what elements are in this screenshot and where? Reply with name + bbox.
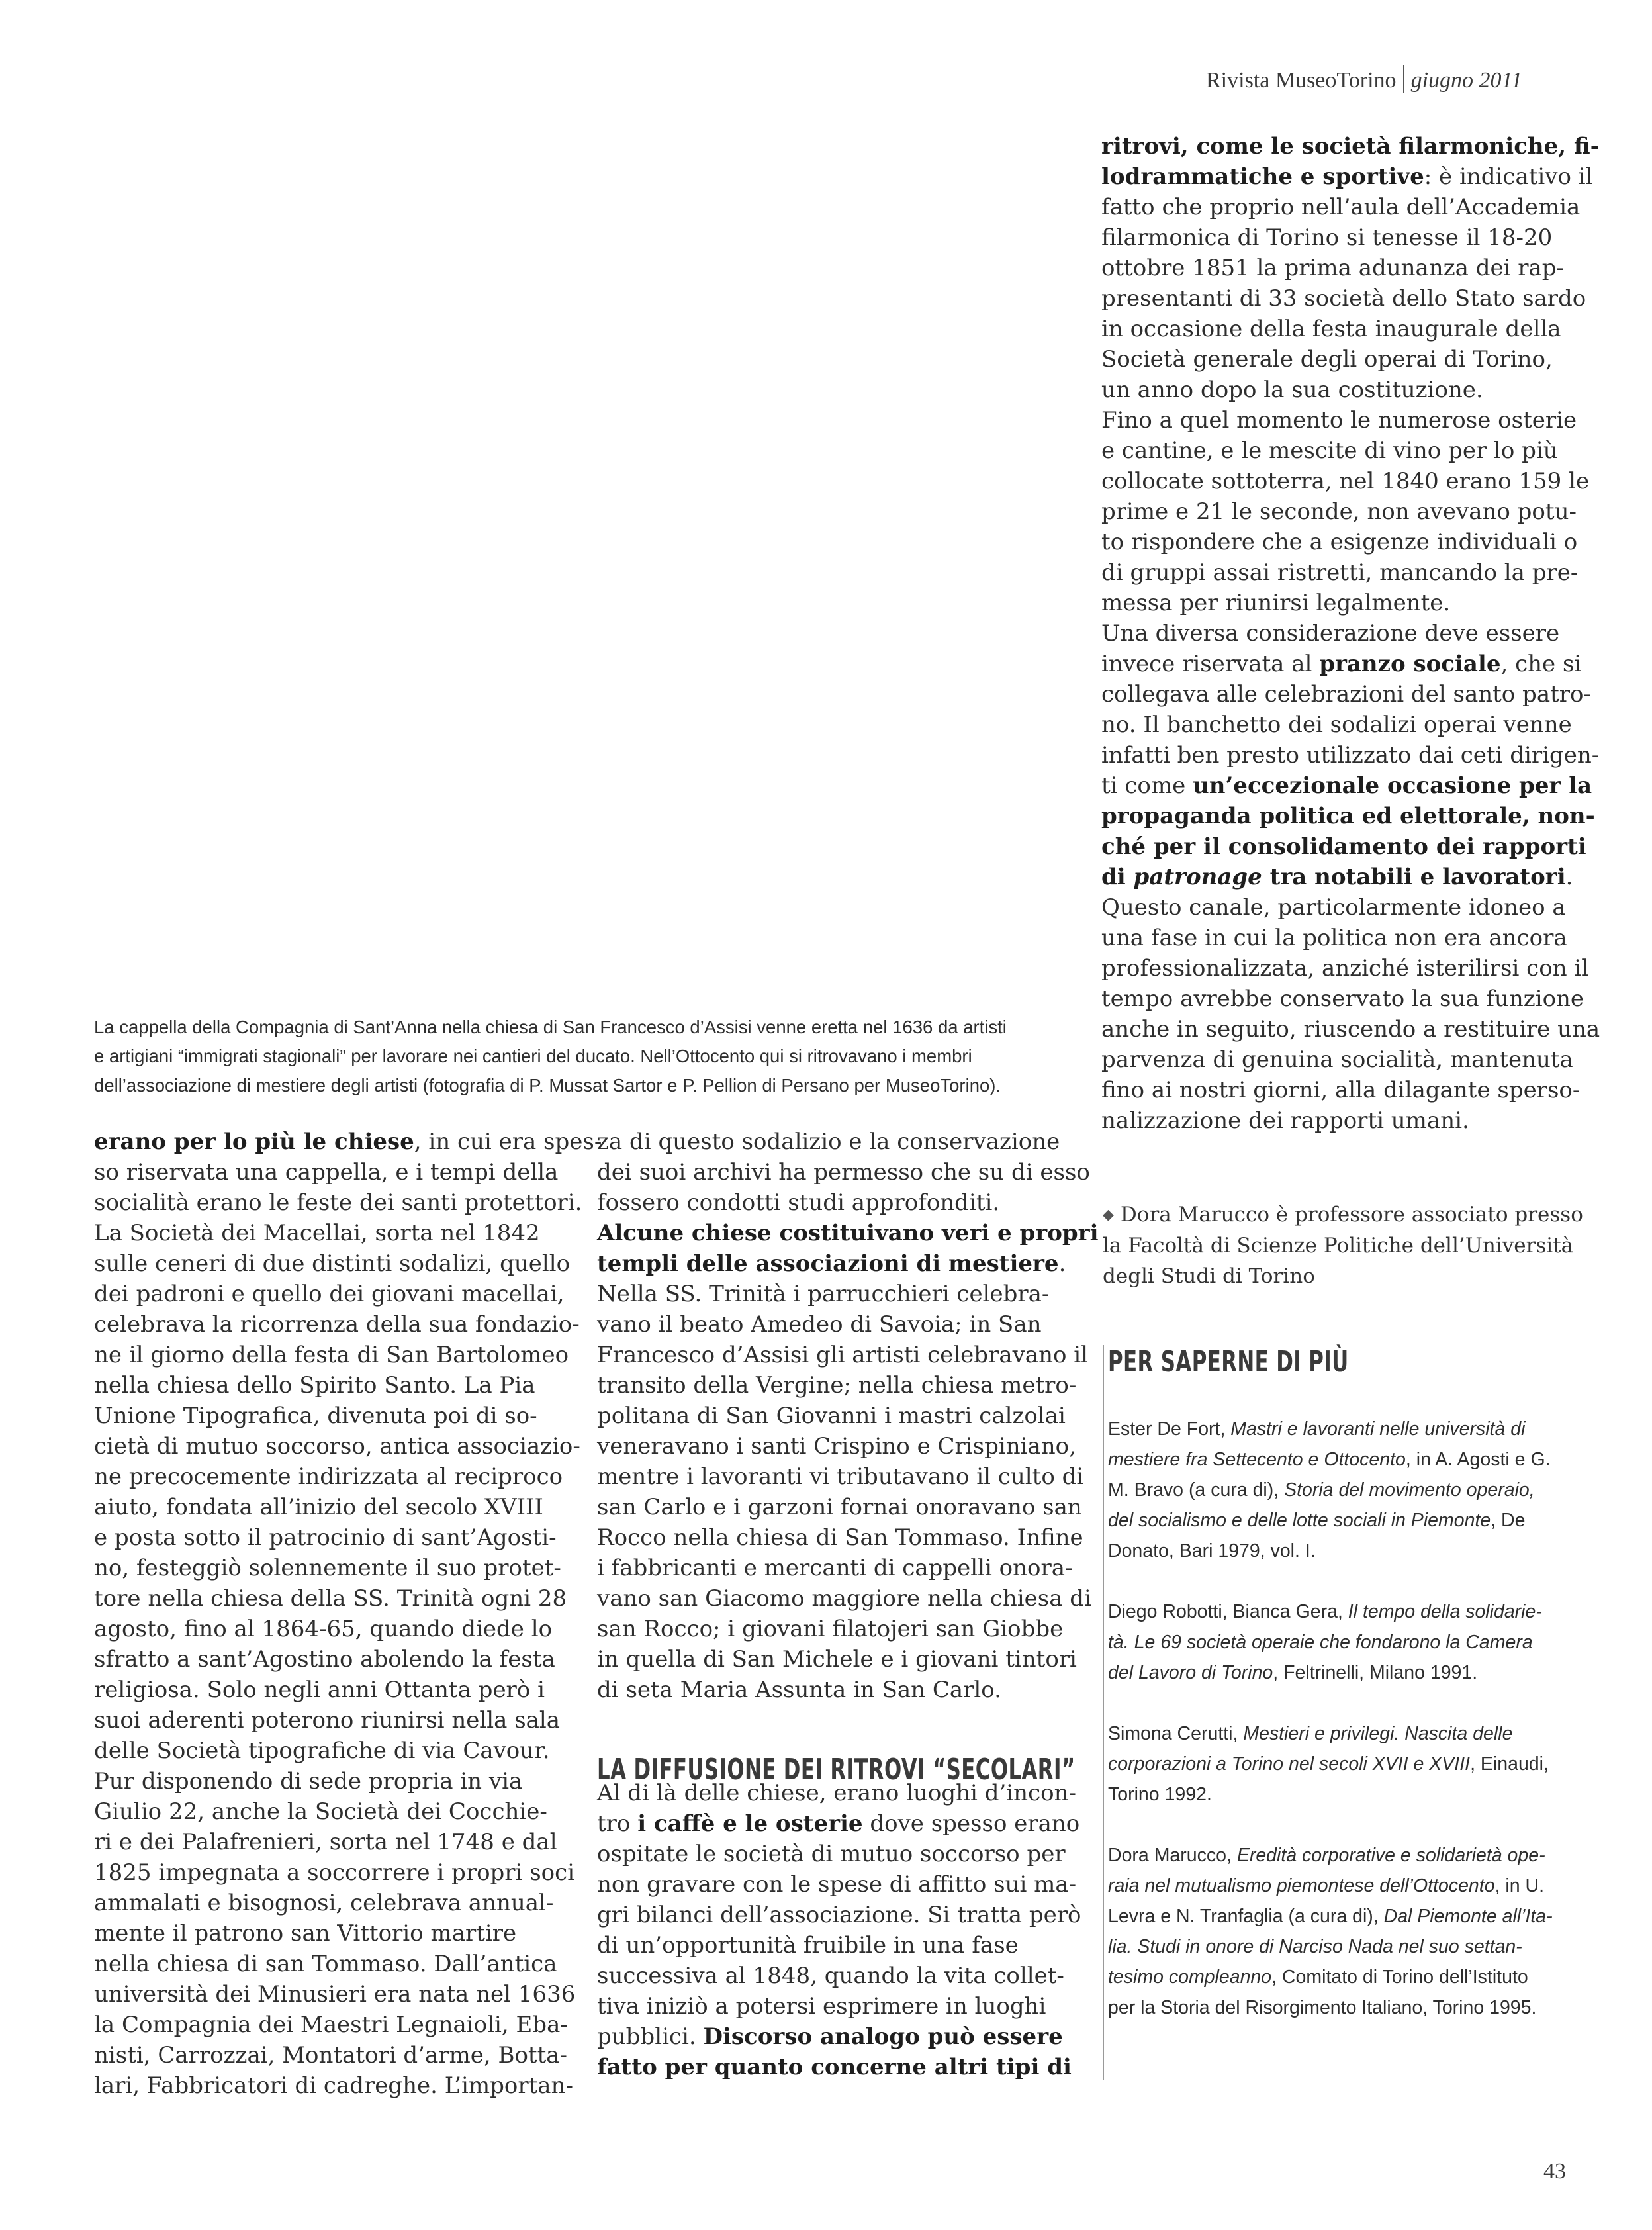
text-run: , che si: [1500, 651, 1582, 677]
magazine-name: Rivista MuseoTorino: [1206, 68, 1397, 93]
text-run: Dora Marucco è professore associato presso: [1120, 1203, 1583, 1227]
body-line: vano san Giacomo maggiore nella chiesa di: [597, 1585, 1091, 1612]
bio-line: degli Studi di Torino: [1103, 1264, 1315, 1288]
column-2-lines-d: [597, 1839, 1081, 2021]
bold-text: ritrovi, come le società filarmoniche, fi-: [1101, 133, 1600, 160]
body-line: in occasione della festa inaugurale della: [1101, 316, 1561, 342]
body-line: transito della Vergine; nella chiesa metro-: [597, 1372, 1077, 1399]
body-line: ne precocemente indirizzata al reciproco: [94, 1463, 563, 1490]
sidebar-rule: [1103, 1345, 1104, 2080]
reference-line: [1108, 1505, 1571, 1536]
text-run: Ester De Fort,: [1108, 1418, 1231, 1440]
body-line: fossero condotti studi approfonditi.: [597, 1189, 1000, 1216]
text-run: , in cui era spes-: [414, 1129, 602, 1155]
text-run: .: [1565, 864, 1573, 890]
column-3-lines-c: [1101, 892, 1600, 1136]
header-separator: [1403, 65, 1404, 93]
bold-text: i caffè e le osterie: [637, 1810, 863, 1837]
author-bio: [1103, 1199, 1583, 1291]
body-line: Società generale degli operai di Torino,: [1101, 346, 1553, 373]
reference-line: [1108, 1475, 1571, 1505]
body-column-3: [1101, 131, 1600, 1136]
reference-entry: [1108, 1597, 1571, 1688]
bold-text: templi delle associazioni di mestiere: [597, 1250, 1059, 1277]
column-3-lines-b: [1101, 679, 1600, 770]
bold-text: un’eccezionale occasione per la: [1193, 772, 1592, 799]
text-run: , in A. Agosti e G.: [1405, 1449, 1551, 1470]
italic-bold-text: patronage: [1133, 864, 1262, 890]
body-line: presentanti di 33 società dello Stato sardo: [1101, 285, 1586, 312]
body-line: ottobre 1851 la prima adunanza dei rap-: [1101, 255, 1565, 281]
body-line: to rispondere che a esigenze individuali o: [1101, 529, 1578, 555]
body-line: [597, 2021, 1074, 2052]
text-run: pubblici.: [597, 2023, 704, 2050]
reference-entry: [1108, 1840, 1571, 2023]
body-line: [597, 1218, 1099, 1248]
text-run: M. Bravo (a cura di),: [1108, 1479, 1285, 1501]
body-line: anche in seguito, riuscendo a restituire una: [1101, 1016, 1600, 1043]
text-run: tro: [597, 1810, 638, 1837]
body-line: ospitate le società di mutuo soccorso per: [597, 1841, 1066, 1867]
body-line: [1101, 831, 1586, 862]
body-line: la Compagnia dei Maestri Legnaioli, Eba-: [94, 2012, 568, 2038]
photo-area: [94, 113, 1072, 993]
italic-title: Storia del movimento operaio,: [1284, 1479, 1535, 1501]
body-line: successiva al 1848, quando la vita collet-: [597, 1963, 1064, 1989]
body-line: politana di San Giovanni i mastri calzolai: [597, 1403, 1066, 1429]
text-run: Dora Marucco,: [1108, 1845, 1237, 1866]
body-line: non gravare con le spese di affitto sui ma-: [597, 1871, 1077, 1898]
body-line: ri e dei Palafrenieri, sorta nel 1748 e dal: [94, 1829, 557, 1855]
body-line: in quella di San Michele e i giovani tintori: [597, 1646, 1077, 1673]
body-column-1: [94, 1127, 602, 2101]
text-run: invece riservata al: [1101, 651, 1320, 677]
body-line: [1101, 862, 1578, 892]
italic-title: mestiere fra Settecento e Ottocento: [1108, 1449, 1406, 1470]
body-line: ne il giorno della festa di San Bartolomeo: [94, 1342, 569, 1368]
diamond-bullet-icon: ◆: [1103, 1207, 1114, 1223]
body-line: Al di là delle chiese, erano luoghi d’incon-: [597, 1780, 1076, 1806]
reference-line: [1108, 1901, 1571, 1931]
body-line: Francesco d’Assisi gli artisti celebravano il: [597, 1342, 1088, 1368]
reference-line: [1108, 1779, 1571, 1810]
body-line: cietà di mutuo soccorso, antica associazio-: [94, 1433, 580, 1460]
text-run: Levra e N. Tranfaglia (a cura di),: [1108, 1906, 1384, 1927]
body-line: gri bilanci dell’associazione. Si tratta però: [597, 1902, 1081, 1928]
reference-entry: [1108, 1414, 1571, 1566]
text-run: , Einaudi,: [1470, 1753, 1549, 1775]
body-line: Una diversa considerazione deve essere: [1101, 620, 1560, 647]
italic-title: tà. Le 69 società operaie che fondarono la Camera: [1108, 1632, 1533, 1653]
bold-text: pranzo sociale: [1319, 651, 1501, 677]
bio-line: la Facoltà di Scienze Politiche dell’Università: [1103, 1234, 1574, 1258]
body-line: fatto che proprio nell’aula dell’Accademia: [1101, 194, 1581, 220]
body-line: collocate sottoterra, nel 1840 erano 159 le: [1101, 468, 1590, 494]
running-header: [1206, 65, 1522, 93]
text-run: , in U.: [1494, 1875, 1544, 1896]
body-line: [1101, 801, 1595, 831]
body-line: veneravano i santi Crispino e Crispiniano,: [597, 1433, 1076, 1460]
italic-title: del socialismo e delle lotte sociali in Piemonte: [1108, 1510, 1491, 1531]
caption-line: e artigiani “immigrati stagionali” per lavorare nei cantieri del ducato. Nell’Ottocento qui si ritrovavano i membri: [94, 1046, 972, 1066]
body-line: sfratto a sant’Agostino abolendo la festa: [94, 1646, 555, 1673]
italic-title: Mastri e lavoranti nelle università di: [1230, 1418, 1526, 1440]
reference-line: [1108, 1962, 1571, 1992]
bold-text: fatto per quanto concerne altri tipi di: [597, 2054, 1072, 2080]
body-line: vano il beato Amedeo di Savoia; in San: [597, 1311, 1042, 1338]
body-column-2: [597, 1127, 1099, 2082]
body-line: parvenza di genuina socialità, mantenuta: [1101, 1046, 1573, 1073]
caption-line: dell’associazione di mestiere degli artisti (fotografia di P. Mussat Sartor e P. Pellion di Persano per MuseoTorino).: [94, 1075, 1001, 1095]
reference-line: [1108, 1871, 1571, 1901]
text-run: dove spesso erano: [862, 1810, 1080, 1837]
body-line: za di questo sodalizio e la conservazione: [597, 1129, 1060, 1155]
bold-text: tra notabili e lavoratori: [1262, 864, 1566, 890]
section-heading: LA DIFFUSIONE DEI RITROVI “SECOLARI”: [597, 1753, 1076, 1787]
text-run: , Feltrinelli, Milano 1991.: [1273, 1662, 1478, 1683]
body-line: tempo avrebbe conservato la sua funzione: [1101, 986, 1584, 1012]
column-1-lines: [94, 1157, 582, 2101]
body-line: Pur disponendo di sede propria in via: [94, 1768, 523, 1794]
body-line: Nella SS. Trinità i parrucchieri celebra-: [597, 1281, 1050, 1307]
reference-line: [1108, 1444, 1571, 1475]
caption-line: La cappella della Compagnia di Sant’Anna nella chiesa di San Francesco d’Assisi venne eretta nel 1636 da artisti: [94, 1017, 1007, 1037]
text-run: , Comitato di Torino dell’Istituto: [1271, 1967, 1528, 1988]
italic-title: Il tempo della solidarie-: [1348, 1601, 1542, 1622]
further-reading-list: [1108, 1414, 1571, 2053]
issue-date: giugno 2011: [1410, 68, 1522, 93]
body-line: Questo canale, particolarmente idoneo a: [1101, 894, 1566, 921]
body-line: i fabbricanti e mercanti di cappelli onora-: [597, 1555, 1073, 1581]
body-line: suoi aderenti poterono riunirsi nella sala: [94, 1707, 561, 1734]
column-3-lines-a: [1101, 192, 1590, 649]
body-line: messa per riunirsi legalmente.: [1101, 590, 1451, 616]
body-line: e cantine, e le mescite di vino per lo più: [1101, 438, 1558, 464]
column-2-lines-b: [597, 1279, 1091, 1705]
bold-lead: erano per lo più le chiese: [94, 1129, 414, 1155]
body-line: so riservata una cappella, e i tempi della: [94, 1159, 559, 1185]
reference-line: [1108, 1718, 1571, 1749]
italic-title: Eredità corporative e solidarietà ope-: [1236, 1845, 1545, 1866]
body-line: [94, 1127, 602, 1157]
bold-text: propaganda politica ed elettorale: [1101, 803, 1522, 829]
reference-line: [1108, 1414, 1571, 1444]
reference-line: [1108, 1597, 1571, 1627]
body-line: nella chiesa dello Spirito Santo. La Pia: [94, 1372, 535, 1399]
body-line: Unione Tipografica, divenuta poi di so-: [94, 1403, 537, 1429]
body-line: san Rocco; i giovani filatojeri san Giobbe: [597, 1616, 1064, 1642]
body-line: [597, 1808, 1080, 1839]
body-line: [1101, 162, 1593, 192]
text-run: Torino 1992.: [1108, 1784, 1212, 1805]
reference-line: [1108, 1627, 1571, 1657]
body-line: celebrava la ricorrenza della sua fondazio-: [94, 1311, 580, 1338]
body-line: filarmonica di Torino si tenesse il 18-20: [1101, 224, 1553, 251]
body-line: infatti ben presto utilizzato dai ceti dirigen-: [1101, 742, 1600, 768]
body-line: di gruppi assai ristretti, mancando la pre-: [1101, 559, 1579, 586]
reference-line: [1108, 1536, 1571, 1566]
body-line: mentre i lavoranti vi tributavano il culto di: [597, 1463, 1084, 1490]
body-line: università dei Minusieri era nata nel 1636: [94, 1981, 576, 2008]
bold-text: , non-: [1522, 803, 1595, 829]
body-line: collegava alle celebrazioni del santo patro-: [1101, 681, 1591, 708]
body-line: fino ai nostri giorni, alla dilagante sperso-: [1101, 1077, 1581, 1103]
body-line: Rocco nella chiesa di San Tommaso. Infine: [597, 1524, 1083, 1551]
body-line: di seta Maria Assunta in San Carlo.: [597, 1677, 1001, 1703]
body-line: [1101, 131, 1600, 162]
body-line: [1101, 649, 1582, 679]
body-line: [597, 2052, 1074, 2082]
text-run: ti come: [1101, 772, 1193, 799]
column-2-lines-a: [597, 1127, 1090, 1218]
body-line: nalizzazione dei rapporti umani.: [1101, 1107, 1469, 1134]
body-line: mente il patrono san Vittorio martire: [94, 1920, 517, 1947]
reference-line: [1108, 1840, 1571, 1871]
italic-title: lia. Studi in onore di Narciso Nada nel suo settan-: [1108, 1936, 1522, 1957]
text-run: Donato, Bari 1979, vol. I.: [1108, 1540, 1316, 1561]
body-line: aiuto, fondata all’inizio del secolo XVIII: [94, 1494, 543, 1520]
bold-text: lodrammatiche e sportive: [1101, 163, 1424, 190]
reference-line: [1108, 1749, 1571, 1779]
text-run: Diego Robotti, Bianca Gera,: [1108, 1601, 1348, 1622]
italic-title: del Lavoro di Torino: [1108, 1662, 1273, 1683]
body-line: tore nella chiesa della SS. Trinità ogni 28: [94, 1585, 567, 1612]
body-line: [1101, 770, 1592, 801]
body-line: religiosa. Solo negli anni Ottanta però i: [94, 1677, 545, 1703]
body-line: Giulio 22, anche la Società dei Cocchie-: [94, 1798, 547, 1825]
bold-text: di: [1101, 864, 1134, 890]
text-run: Simona Cerutti,: [1108, 1723, 1244, 1744]
bio-line: [1103, 1199, 1583, 1231]
body-line: tiva iniziò a potersi esprimere in luoghi: [597, 1993, 1046, 2020]
body-line: socialità erano le feste dei santi protettori.: [94, 1189, 582, 1216]
bold-text: ché per il consolidamento dei rapporti: [1101, 833, 1586, 860]
italic-title: Dal Piemonte all’Ita-: [1383, 1906, 1553, 1927]
body-line: delle Società tipografiche di via Cavour.: [94, 1738, 550, 1764]
italic-title: tesimo compleanno: [1108, 1967, 1272, 1988]
body-line: lari, Fabbricatori di cadreghe. L’importan-: [94, 2072, 573, 2099]
bold-text: Discorso analogo può essere: [703, 2023, 1063, 2050]
body-line: Fino a quel momento le numerose osterie: [1101, 407, 1577, 434]
italic-title: corporazioni a Torino nel secoli XVII e XVIII: [1108, 1753, 1471, 1775]
body-line: e posta sotto il patrocinio di sant’Agosti-: [94, 1524, 557, 1551]
body-line: 1825 impegnata a soccorrere i propri soci: [94, 1859, 575, 1886]
reference-line: [1108, 1931, 1571, 1962]
text-run: .: [1058, 1250, 1066, 1277]
text-run: : è indicativo il: [1424, 163, 1593, 190]
body-line: una fase in cui la politica non era ancora: [1101, 925, 1567, 951]
reference-line: [1108, 1657, 1571, 1688]
italic-title: raia nel mutualismo piemontese dell’Ottocento: [1108, 1875, 1495, 1896]
body-line: [597, 1248, 1074, 1279]
body-line: un anno dopo la sua costituzione.: [1101, 377, 1483, 403]
text-run: , De: [1491, 1510, 1526, 1531]
body-line: san Carlo e i garzoni fornai onoravano san: [597, 1494, 1082, 1520]
body-line: prime e 21 le seconde, non avevano potu-: [1101, 498, 1577, 525]
page-number: 43: [1543, 2159, 1566, 2184]
reference-entry: [1108, 1718, 1571, 1810]
italic-title: Mestieri e privilegi. Nascita delle: [1243, 1723, 1513, 1744]
text-run: per la Storia del Risorgimento Italiano, Torino 1995.: [1108, 1997, 1537, 2018]
body-line: dei suoi archivi ha permesso che su di esso: [597, 1159, 1090, 1185]
body-line: agosto, fino al 1864-65, quando diede lo: [94, 1616, 553, 1642]
body-line: La Società dei Macellai, sorta nel 1842: [94, 1220, 540, 1246]
body-line: sulle ceneri di due distinti sodalizi, quello: [94, 1250, 571, 1277]
body-line: no. Il banchetto dei sodalizi operai venne: [1101, 712, 1572, 738]
body-line: nella chiesa di san Tommaso. Dall’antica: [94, 1951, 557, 1977]
body-line: dei padroni e quello dei giovani macellai,: [94, 1281, 565, 1307]
body-line: nisti, Carrozzai, Montatori d’arme, Botta-: [94, 2042, 568, 2068]
further-reading-heading: PER SAPERNE DI PIÙ: [1108, 1345, 1349, 1379]
bold-text: Alcune chiese costituivano veri e propri: [597, 1220, 1099, 1246]
body-line: no, festeggiò solennemente il suo protet-: [94, 1555, 561, 1581]
photo-caption: [94, 1013, 1087, 1100]
body-line: di un’opportunità fruibile in una fase: [597, 1932, 1019, 1959]
reference-line: [1108, 1992, 1571, 2023]
body-line: professionalizzata, anziché isterilirsi con il: [1101, 955, 1589, 982]
body-line: ammalati e bisognosi, celebrava annual-: [94, 1890, 554, 1916]
